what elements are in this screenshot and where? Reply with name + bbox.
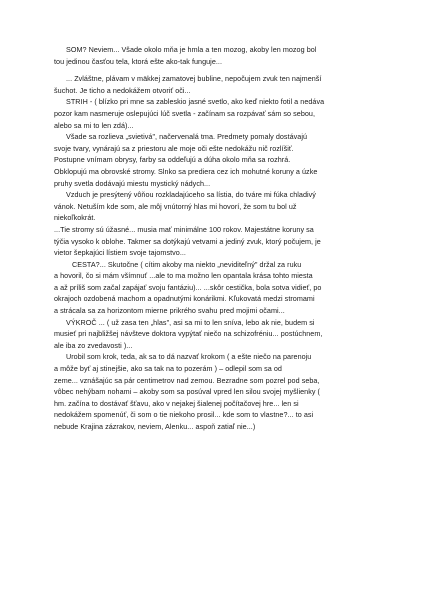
text-line: niekoľkokrát. — [54, 213, 96, 223]
text-line: pruhy svetla dodávajú miestu mystický nádych... — [54, 178, 211, 188]
text-line: Všade sa rozlieva „svietivá", načervenalá tma. Predmety pomaly dostávajú — [66, 132, 308, 142]
text-line: vietor šepkajúci lístiem svoje tajomstvo... — [54, 248, 186, 258]
text-line: zeme... vznášajúc sa pár centimetrov nad zemou. Bezradne som pozrel pod seba, — [54, 375, 320, 385]
text-line: a môže byť aj stinejšie, ako sa tak na to pozerám ) – odlepil som sa od — [54, 364, 282, 374]
text-line: okrajoch ozdobená machom a opadnutými konárikmi. Kľukovatá medzi stromami — [54, 294, 315, 304]
text-line: ... Zvláštne, plávam v mäkkej zamatovej bubline, nepočujem zvuk ten najmenší — [66, 74, 322, 84]
text-line: svoje tvary, vynárajú sa z priestoru ale moje oči ešte nedokážu nič rozlíšiť. — [54, 143, 294, 153]
text-line: musieť pri najbližšej návšteve doktora vypýtať niečo na schizofréniu... postúchnem, — [54, 329, 323, 339]
text-line: vánok. Netuším kde som, ale môj vnútorný hlas mi hovorí, že som tu bol už — [54, 201, 297, 211]
text-line: tou jedinou časťou tela, ktorá ešte ako-tak funguje... — [54, 56, 223, 66]
text-line: týčia vysoko k oblohe. Takmer sa dotýkajú vetvami a jediný zvuk, ktorý počujem, je — [54, 236, 321, 246]
text-line: nebude Krajina zázrakov, neviem, Alenku... aspoň zatiaľ nie...) — [54, 422, 256, 431]
text-line: šuchot. Je ticho a nedokážem otvoriť oči... — [54, 85, 191, 95]
text-line: vôbec nehýbam nohami – akoby som sa posúval vpred len silou svojej myšlienky ( — [54, 387, 320, 397]
text-line: Urobil som krok, teda, ak sa to dá nazvať krokom ( a ešte niečo na parenoju — [66, 352, 312, 362]
text-line: a až príliš som začal zapájať svoju fantáziu)... ...skôr cestička, bola sotva vidieť, po — [54, 282, 322, 292]
text-line: a hovoril, čo si mám všímnuť ...ale to ma možno len opantala krása tohto miesta — [54, 271, 313, 281]
text-line: ...Tie stromy sú úžasné... musia mať minimálne 100 rokov. Majestátne koruny sa — [54, 224, 314, 234]
text-line: pozor kam nasmeruje oslepujúci lúč svetla - začínam sa rozpávať sám so sebou, — [54, 108, 316, 118]
text-line: ale iba zo zvedavosti )... — [54, 340, 133, 350]
text-line: SOM? Neviem... Všade okolo mňa je hmla a ten mozog, akoby len mozog bol — [66, 45, 317, 54]
text-line: VÝKROČ ... ( už zasa ten „hlas", asi sa mi to len sníva, lebo ak nie, budem si — [66, 317, 315, 327]
text-line: Obklopujú ma obrovské stromy. Slnko sa prediera cez ich mohutné koruny a úzke — [54, 166, 318, 176]
text-line: alebo sa mi to len zdá)... — [54, 120, 134, 130]
text-line: nedokážem spomenúť, či som o tie niekoho prosil... kde som to vlastne?... to asi — [54, 410, 314, 420]
text-line: a strácala sa za horizontom mierne prikrého svahu pred mojimi očami... — [54, 306, 285, 316]
text-line: Vzduch je presýtený vôňou rozkladajúceho sa lístia, do tváre mi fúka chladivý — [66, 190, 316, 200]
text-line: Postupne vnímam obrysy, farby sa oddeľujú a dúha okolo mňa sa rozhrá. — [54, 155, 291, 165]
text-line: STRIH - ( blízko pri mne sa zableskio jasné svetlo, ako keď niekto fotil a nedáva — [66, 97, 325, 107]
text-line: hm. začína to dostávať šťavu, ako v nejakej šialenej počítačovej hre... len si — [54, 398, 299, 408]
text-line: CESTA?... Skutočne ( cítim akoby ma niekto „neviditeľný" držal za ruku — [72, 259, 302, 269]
